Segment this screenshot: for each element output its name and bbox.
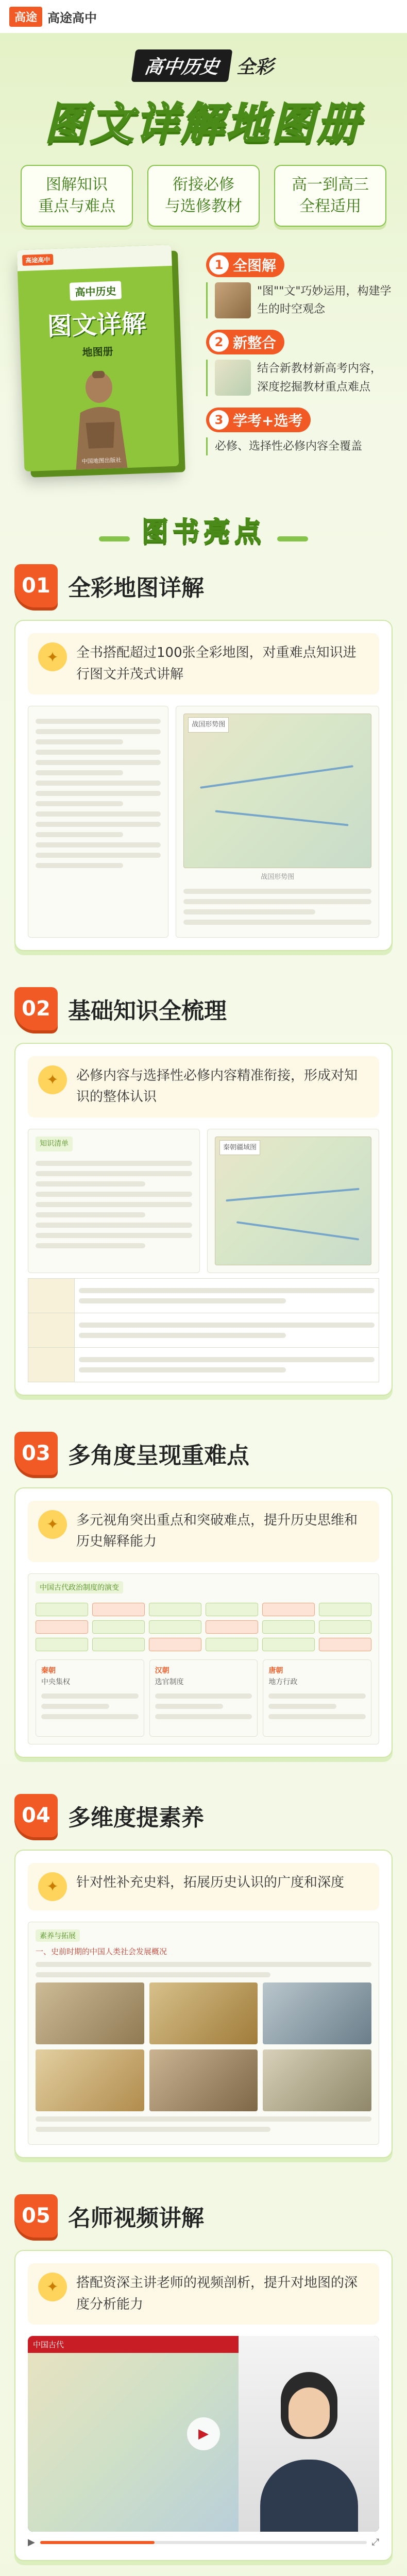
artifact-photo xyxy=(149,2049,258,2111)
text-line xyxy=(183,899,371,904)
text-line xyxy=(41,1693,139,1699)
warring-states-map xyxy=(183,714,371,868)
feature-badge-num: 3 xyxy=(209,410,229,430)
text-line xyxy=(268,1693,366,1699)
text-line xyxy=(36,1192,192,1197)
block-note xyxy=(28,1501,379,1562)
text-line xyxy=(36,739,123,744)
text-line xyxy=(36,842,161,848)
flow-node xyxy=(262,1638,315,1651)
block-note-text: 全书搭配超过100张全彩地图，对重难点知识进行图文并茂式讲解 xyxy=(76,645,357,682)
block-panel xyxy=(14,1043,393,1396)
feature-thumb xyxy=(215,360,251,396)
text-line xyxy=(36,1181,145,1187)
sample-page-map xyxy=(207,1129,379,1273)
table-row xyxy=(28,1313,379,1347)
highlight-block-4 xyxy=(14,1794,393,2158)
block-number: 02 xyxy=(14,987,58,1030)
table-cell xyxy=(75,1347,379,1382)
progress-fill xyxy=(40,2541,155,2544)
block-note-text: 针对性补充史料，拓展历史认识的广度和深度 xyxy=(76,1874,345,1890)
table-head xyxy=(28,1347,75,1382)
text-line xyxy=(36,729,161,734)
block-note xyxy=(28,1863,379,1910)
highlight-block-2 xyxy=(14,987,393,1396)
text-line xyxy=(36,801,123,806)
lightbulb-icon: ✦ xyxy=(38,2273,67,2301)
highlights-title xyxy=(0,510,407,549)
feature-badge-num: 2 xyxy=(209,332,229,352)
block-header xyxy=(14,987,393,1030)
map-caption: 战国形势图 xyxy=(261,873,295,882)
block-note xyxy=(28,633,379,694)
feature-text xyxy=(206,437,392,455)
block-header xyxy=(14,1432,393,1475)
text-line xyxy=(36,811,161,817)
text-line xyxy=(79,1333,286,1338)
play-pause-icon[interactable]: ▶ xyxy=(28,2537,35,2548)
feature-row xyxy=(0,151,407,227)
feature-text xyxy=(206,360,392,396)
river xyxy=(236,1221,359,1240)
sample-page-map xyxy=(176,706,379,937)
feature-badge-label: 学考+选考 xyxy=(233,412,303,429)
sample-page xyxy=(28,1573,379,1744)
block-header xyxy=(14,564,393,607)
block-number: 01 xyxy=(14,564,58,607)
flow-node xyxy=(319,1620,371,1634)
sample-spread xyxy=(28,1129,379,1273)
video-player[interactable] xyxy=(28,2336,379,2532)
book-title-wrap xyxy=(18,266,175,361)
video-teacher xyxy=(239,2336,379,2532)
book-features xyxy=(206,252,392,467)
block-panel xyxy=(14,2250,393,2561)
flow-node xyxy=(262,1620,315,1634)
lightbulb-icon: ✦ xyxy=(38,1510,67,1539)
feature-text xyxy=(206,282,392,318)
text-line xyxy=(79,1298,286,1303)
lightbulb-icon: ✦ xyxy=(38,642,67,671)
comparison-column xyxy=(36,1659,144,1737)
river xyxy=(200,765,353,789)
block-header xyxy=(14,2194,393,2238)
feature-card-label: 图解知识 重点与难点 xyxy=(38,176,115,215)
text-line xyxy=(36,791,161,796)
title-deco-left xyxy=(99,536,130,541)
block-title: 多维度提素养 xyxy=(68,1804,204,1831)
block-note-text: 必修内容与选择性必修内容精准衔接，形成对知识的整体认识 xyxy=(76,1067,358,1105)
brand-name: 高途高中 xyxy=(47,10,97,25)
feature-text-body: "图""文"巧妙运用，构建学生的时空观念 xyxy=(257,285,392,316)
artifact-photos xyxy=(36,1982,371,2111)
flow-node xyxy=(206,1620,258,1634)
river xyxy=(215,810,349,826)
flow-node xyxy=(206,1603,258,1616)
text-line xyxy=(36,1972,270,1977)
column-label: 中央集权 xyxy=(41,1678,70,1687)
feature-card-label: 高一到高三 全程适用 xyxy=(292,176,369,215)
feature-badge xyxy=(206,330,284,354)
column-head: 汉朝 xyxy=(155,1666,169,1675)
text-line xyxy=(36,1171,192,1176)
text-line xyxy=(41,1714,139,1719)
artifact-photo xyxy=(36,2049,144,2111)
comparison-column xyxy=(149,1659,258,1737)
column-head: 秦朝 xyxy=(41,1666,56,1675)
block-title: 名师视频讲解 xyxy=(68,2205,204,2231)
flow-node xyxy=(206,1638,258,1651)
table-head xyxy=(28,1313,75,1347)
text-line xyxy=(79,1367,286,1372)
artifact-photo xyxy=(149,1982,258,2044)
play-icon[interactable]: ▶ xyxy=(187,2417,220,2450)
teacher-face xyxy=(289,2387,330,2437)
text-line xyxy=(36,1161,192,1166)
artifact-photo xyxy=(263,2049,371,2111)
subject-tag: 高中历史 xyxy=(131,49,233,82)
feature-badge-num: 1 xyxy=(209,255,229,275)
text-line xyxy=(36,853,161,858)
hero-title: 图文详解地图册 xyxy=(44,98,362,149)
flow-node xyxy=(92,1638,145,1651)
teacher-body xyxy=(260,2460,358,2532)
map-title: 战国形势图 xyxy=(188,717,229,732)
feature-card-2 xyxy=(147,165,260,227)
text-line xyxy=(268,1714,366,1719)
text-line xyxy=(36,760,161,765)
comparison-columns xyxy=(36,1659,371,1737)
fullscreen-icon[interactable]: ⤢ xyxy=(371,2537,379,2548)
book-feature-3 xyxy=(206,408,392,455)
book-title: 图文详解 xyxy=(46,309,147,342)
book-showcase xyxy=(0,247,407,495)
knowledge-table xyxy=(28,1278,379,1382)
knowledge-tag: 知识清单 xyxy=(36,1137,73,1151)
top-bar xyxy=(0,0,407,33)
artifact-photo xyxy=(263,1982,371,2044)
text-line xyxy=(36,781,161,786)
table-cell xyxy=(75,1278,379,1313)
text-line xyxy=(36,770,123,775)
flow-node xyxy=(92,1620,145,1634)
feature-badge xyxy=(206,408,311,432)
block-panel xyxy=(14,1850,393,2158)
progress-bar[interactable] xyxy=(40,2541,367,2544)
flow-node xyxy=(262,1603,315,1616)
book-feature-2 xyxy=(206,330,392,396)
text-line xyxy=(36,2127,270,2132)
artifact-photo xyxy=(36,1982,144,2044)
flow-node xyxy=(319,1638,371,1651)
flow-node xyxy=(149,1638,201,1651)
block-title: 全彩地图详解 xyxy=(68,575,204,601)
text-line xyxy=(36,1233,192,1238)
feature-badge xyxy=(206,252,284,277)
river xyxy=(226,1188,359,1201)
sample-heading: 一、史前时期的中国人类社会发展概况 xyxy=(36,1946,167,1956)
table-row xyxy=(28,1347,379,1382)
book-publisher: 中国地图出版社 xyxy=(81,456,122,465)
text-line xyxy=(155,1704,223,1709)
evolution-flow xyxy=(36,1603,371,1651)
sample-spread xyxy=(28,706,379,937)
video-title: 中国古代 xyxy=(28,2336,239,2353)
block-panel xyxy=(14,620,393,951)
text-line xyxy=(183,889,371,894)
text-line xyxy=(36,750,161,755)
text-line xyxy=(155,1693,252,1699)
sample-page-text xyxy=(28,1129,200,1273)
text-line xyxy=(155,1714,252,1719)
block-number: 04 xyxy=(14,1794,58,1837)
terracotta-warrior-icon xyxy=(52,364,148,470)
text-line xyxy=(36,1223,192,1228)
feature-card-1 xyxy=(21,165,133,227)
table-row xyxy=(28,1278,379,1313)
block-number: 05 xyxy=(14,2194,58,2238)
block-note-text: 搭配资深主讲老师的视频剖析，提升对地图的深度分析能力 xyxy=(76,2275,358,2312)
sample-page-text xyxy=(28,706,168,937)
feature-card-3 xyxy=(274,165,386,227)
video-controls xyxy=(28,2537,379,2548)
map-title: 秦朝疆域图 xyxy=(219,1140,260,1155)
feature-text-body: 结合新教材新高考内容，深度挖掘教材重点难点 xyxy=(257,362,382,394)
highlight-block-3 xyxy=(14,1432,393,1758)
book-cover xyxy=(17,245,179,471)
text-line xyxy=(36,2116,371,2122)
text-line xyxy=(79,1323,375,1328)
fullcolor-tag: 全彩 xyxy=(236,57,274,78)
block-title: 基础知识全梳理 xyxy=(68,997,227,1024)
hero-subtitle xyxy=(133,49,274,82)
block-note-text: 多元视角突出重点和突破难点，提升历史思维和历史解释能力 xyxy=(76,1512,358,1550)
sample-page xyxy=(28,1922,379,2145)
block-number: 03 xyxy=(14,1432,58,1475)
comparison-column xyxy=(263,1659,371,1737)
text-line xyxy=(36,832,123,837)
flow-node xyxy=(36,1620,88,1634)
highlight-block-1 xyxy=(14,564,393,951)
table-cell xyxy=(75,1313,379,1347)
text-line xyxy=(183,909,315,914)
text-line xyxy=(41,1704,109,1709)
text-line xyxy=(79,1288,375,1293)
flow-node xyxy=(149,1620,201,1634)
qin-map xyxy=(215,1137,371,1265)
text-line xyxy=(36,863,123,868)
text-line xyxy=(79,1357,375,1362)
flow-node xyxy=(319,1603,371,1616)
text-line xyxy=(36,822,161,827)
book-feature-1 xyxy=(206,252,392,318)
feature-text-body: 必修、选择性必修内容全覆盖 xyxy=(215,439,363,453)
feature-badge-label: 全图解 xyxy=(233,257,277,274)
lightbulb-icon: ✦ xyxy=(38,1872,67,1901)
book-logo: 高途高中 xyxy=(22,254,54,266)
brand-logo[interactable]: 高途 xyxy=(9,7,42,27)
flow-node xyxy=(36,1603,88,1616)
flow-node xyxy=(92,1603,145,1616)
text-line xyxy=(36,1212,145,1217)
text-line xyxy=(268,1704,336,1709)
feature-card-label: 衔接必修 与选修教材 xyxy=(165,176,242,215)
block-panel xyxy=(14,1487,393,1758)
highlight-block-5 xyxy=(14,2194,393,2561)
column-head: 唐朝 xyxy=(268,1666,283,1675)
text-line xyxy=(36,1243,145,1248)
text-line xyxy=(183,920,371,925)
column-label: 地方行政 xyxy=(268,1678,298,1687)
column-label: 选官制度 xyxy=(155,1678,184,1687)
lightbulb-icon: ✦ xyxy=(38,1065,67,1094)
block-header xyxy=(14,1794,393,1837)
highlights-title-text: 图书亮点 xyxy=(141,517,265,548)
feature-badge-label: 新整合 xyxy=(233,334,277,352)
book-subtitle: 地图册 xyxy=(82,345,113,359)
flow-node xyxy=(149,1603,201,1616)
literacy-tag: 素养与拓展 xyxy=(36,1929,80,1942)
flow-node xyxy=(36,1638,88,1651)
text-line xyxy=(36,1202,192,1207)
feature-thumb xyxy=(215,282,251,318)
book-series: 高中历史 xyxy=(70,281,122,300)
block-note xyxy=(28,1056,379,1117)
block-note xyxy=(28,2263,379,2325)
title-deco-right xyxy=(277,536,308,541)
flow-tag: 中国古代政治制度的演变 xyxy=(36,1581,123,1594)
text-line xyxy=(36,1962,371,1967)
text-line xyxy=(36,719,161,724)
block-title: 多角度呈现重难点 xyxy=(68,1442,249,1469)
table-head xyxy=(28,1278,75,1313)
hero xyxy=(0,33,407,151)
